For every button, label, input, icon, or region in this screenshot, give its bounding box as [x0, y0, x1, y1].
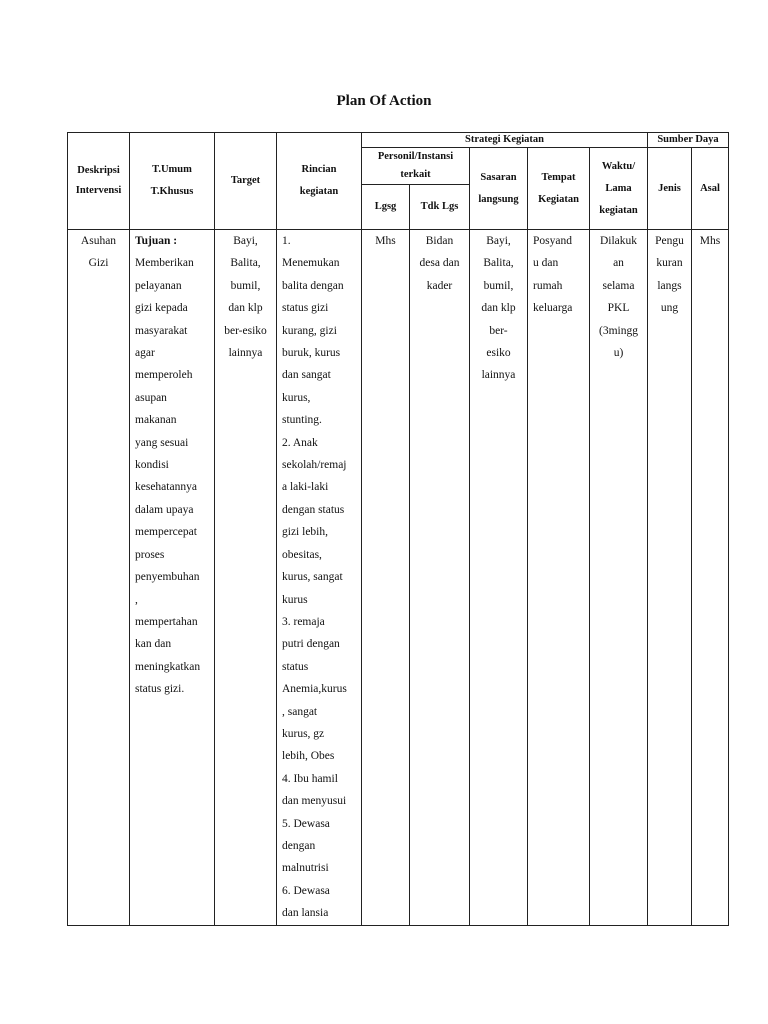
text-line: bumil, — [483, 279, 514, 292]
text-line: 5. Dewasa — [282, 817, 330, 830]
text-line: makanan — [135, 414, 177, 427]
header-deskripsi — [68, 133, 130, 230]
text-line: proses — [135, 548, 165, 561]
header-waktu-line3: kegiatan — [599, 204, 638, 216]
text-line: kader — [426, 279, 453, 292]
text-line: Bidan — [425, 235, 454, 247]
text-line: sekolah/remaj — [282, 459, 347, 472]
text-line: a laki-laki — [282, 481, 329, 494]
text-line: mempertahan — [135, 615, 198, 628]
text-line: Mhs — [375, 235, 396, 247]
text-line: 2. Anak — [282, 436, 318, 449]
text-line: (3mingg — [599, 324, 638, 337]
cell-lgsg — [362, 230, 410, 926]
text-line: gizi kepada — [135, 302, 188, 315]
cell-deskripsi — [68, 230, 130, 926]
text-line: dengan — [282, 839, 316, 852]
header-tempat-line2: Kegiatan — [538, 193, 579, 205]
text-line: gizi lebih, — [282, 526, 328, 539]
text-line: u dan — [533, 257, 559, 270]
header-jenis: Jenis — [648, 148, 692, 230]
text-line: mempercepat — [135, 526, 197, 539]
text-line: malnutrisi — [282, 862, 329, 875]
text-line: kuran — [656, 257, 683, 270]
text-line: kesehatannya — [135, 481, 197, 494]
text-line: Asuhan — [80, 235, 117, 247]
text-line: Bayi, — [486, 235, 511, 247]
text-line: Gizi — [88, 257, 109, 270]
text-line: 3. remaja — [282, 615, 325, 628]
header-tumum: T.Umum — [152, 164, 192, 175]
page-title: Plan Of Action — [336, 93, 432, 109]
text-line: 4. Ibu hamil — [282, 772, 338, 785]
text-line: buruk, kurus — [282, 347, 341, 360]
text-line: desa dan — [419, 257, 460, 270]
text-line: Mhs — [699, 235, 721, 247]
header-asal: Asal — [692, 148, 729, 230]
text-line: keluarga — [533, 302, 573, 315]
text-line: 1. — [282, 235, 291, 247]
text-line: kan dan — [135, 638, 172, 651]
text-line: putri dengan — [282, 638, 340, 651]
plan-of-action-table — [67, 132, 729, 926]
header-rincian-line1: Rincian — [301, 164, 337, 175]
text-line: dalam upaya — [135, 503, 194, 516]
text-line: Balita, — [483, 257, 514, 270]
header-tempat-line1: Tempat — [541, 171, 576, 183]
header-target: Target — [215, 133, 277, 230]
text-line: Balita, — [230, 257, 261, 270]
text-line: , — [135, 593, 138, 606]
header-tempat — [528, 148, 590, 230]
header-sasaran — [470, 148, 528, 230]
text-line: dan klp — [481, 302, 516, 315]
text-line: selama — [602, 279, 635, 292]
text-line: penyembuhan — [135, 571, 200, 584]
text-line: , sangat — [282, 705, 318, 718]
text-line: dan klp — [228, 302, 263, 315]
header-tkhusus: T.Khusus — [150, 186, 194, 197]
cell-tujuan — [130, 230, 215, 926]
text-line: kurus, gz — [282, 727, 325, 740]
text-line: masyarakat — [135, 324, 188, 337]
text-line: yang sesuai — [135, 436, 189, 449]
text-line: dengan status — [282, 503, 345, 516]
header-tujuan — [130, 133, 215, 230]
text-line: Posyand — [533, 235, 572, 247]
text-line: status gizi. — [135, 683, 185, 696]
tujuan-label: Tujuan : — [135, 235, 178, 247]
cell-tdklgs — [410, 230, 470, 926]
text-line: ber- — [489, 324, 508, 337]
text-line: esiko — [486, 347, 511, 360]
cell-target — [215, 230, 277, 926]
text-line: ung — [660, 302, 679, 315]
text-line: agar — [135, 347, 155, 360]
header-deskripsi-text: Deskripsi Intervensi — [75, 165, 122, 196]
text-line: status gizi — [282, 302, 329, 315]
text-line: asupan — [135, 391, 167, 404]
text-line: pelayanan — [135, 279, 182, 292]
text-line: dan menyusui — [282, 795, 347, 808]
text-line: kurus — [282, 593, 308, 606]
header-lgsg: Lgsg — [362, 185, 410, 230]
text-line: langs — [657, 279, 682, 292]
header-waktu — [590, 148, 648, 230]
text-line: lainnya — [481, 369, 516, 382]
cell-rincian — [277, 230, 362, 926]
text-line: bumil, — [230, 279, 261, 292]
header-waktu-line1: Waktu/ — [601, 160, 636, 172]
tujuan-lines — [135, 252, 212, 700]
text-line: rumah — [533, 279, 563, 292]
text-line: PKL — [607, 302, 630, 315]
header-personil: Personil/Instansi terkait — [362, 148, 470, 185]
text-line: lebih, Obes — [282, 750, 335, 763]
header-sasaran-line2: langsung — [478, 193, 519, 205]
text-line: balita dengan — [282, 279, 344, 292]
text-line: Memberikan — [135, 257, 194, 270]
cell-asal — [692, 230, 729, 926]
text-line: kurus, — [282, 391, 311, 404]
text-line: Dilakuk — [599, 235, 638, 247]
cell-jenis — [648, 230, 692, 926]
cell-sasaran — [470, 230, 528, 926]
text-line: dan sangat — [282, 369, 331, 382]
text-line: meningkatkan — [135, 660, 201, 673]
cell-waktu — [590, 230, 648, 926]
cell-tempat — [528, 230, 590, 926]
text-line: Anemia,kurus — [282, 683, 347, 696]
text-line: 6. Dewasa — [282, 884, 330, 897]
text-line: ber-esiko — [224, 324, 267, 337]
header-sumber: Sumber Daya — [648, 133, 729, 148]
text-line: Pengu — [655, 235, 684, 247]
text-line: status — [282, 660, 309, 673]
text-line: memperoleh — [135, 369, 193, 382]
header-tdklgs: Tdk Lgs — [410, 185, 470, 230]
text-line: kondisi — [135, 459, 169, 472]
text-line: Menemukan — [282, 257, 340, 270]
header-strategi: Strategi Kegiatan — [362, 133, 648, 148]
text-line: kurang, gizi — [282, 324, 337, 337]
header-sasaran-line1: Sasaran — [480, 171, 517, 183]
text-line: lainnya — [228, 347, 263, 360]
text-line: stunting. — [282, 414, 322, 427]
text-line: kurus, sangat — [282, 571, 343, 584]
text-line: an — [613, 257, 624, 270]
header-rincian — [277, 133, 362, 230]
text-line: obesitas, — [282, 548, 322, 561]
header-waktu-line2: Lama — [605, 182, 632, 194]
header-rincian-line2: kegiatan — [299, 186, 339, 197]
text-line: u) — [613, 347, 624, 360]
text-line: Bayi, — [233, 235, 258, 247]
text-line: dan lansia — [282, 907, 329, 920]
